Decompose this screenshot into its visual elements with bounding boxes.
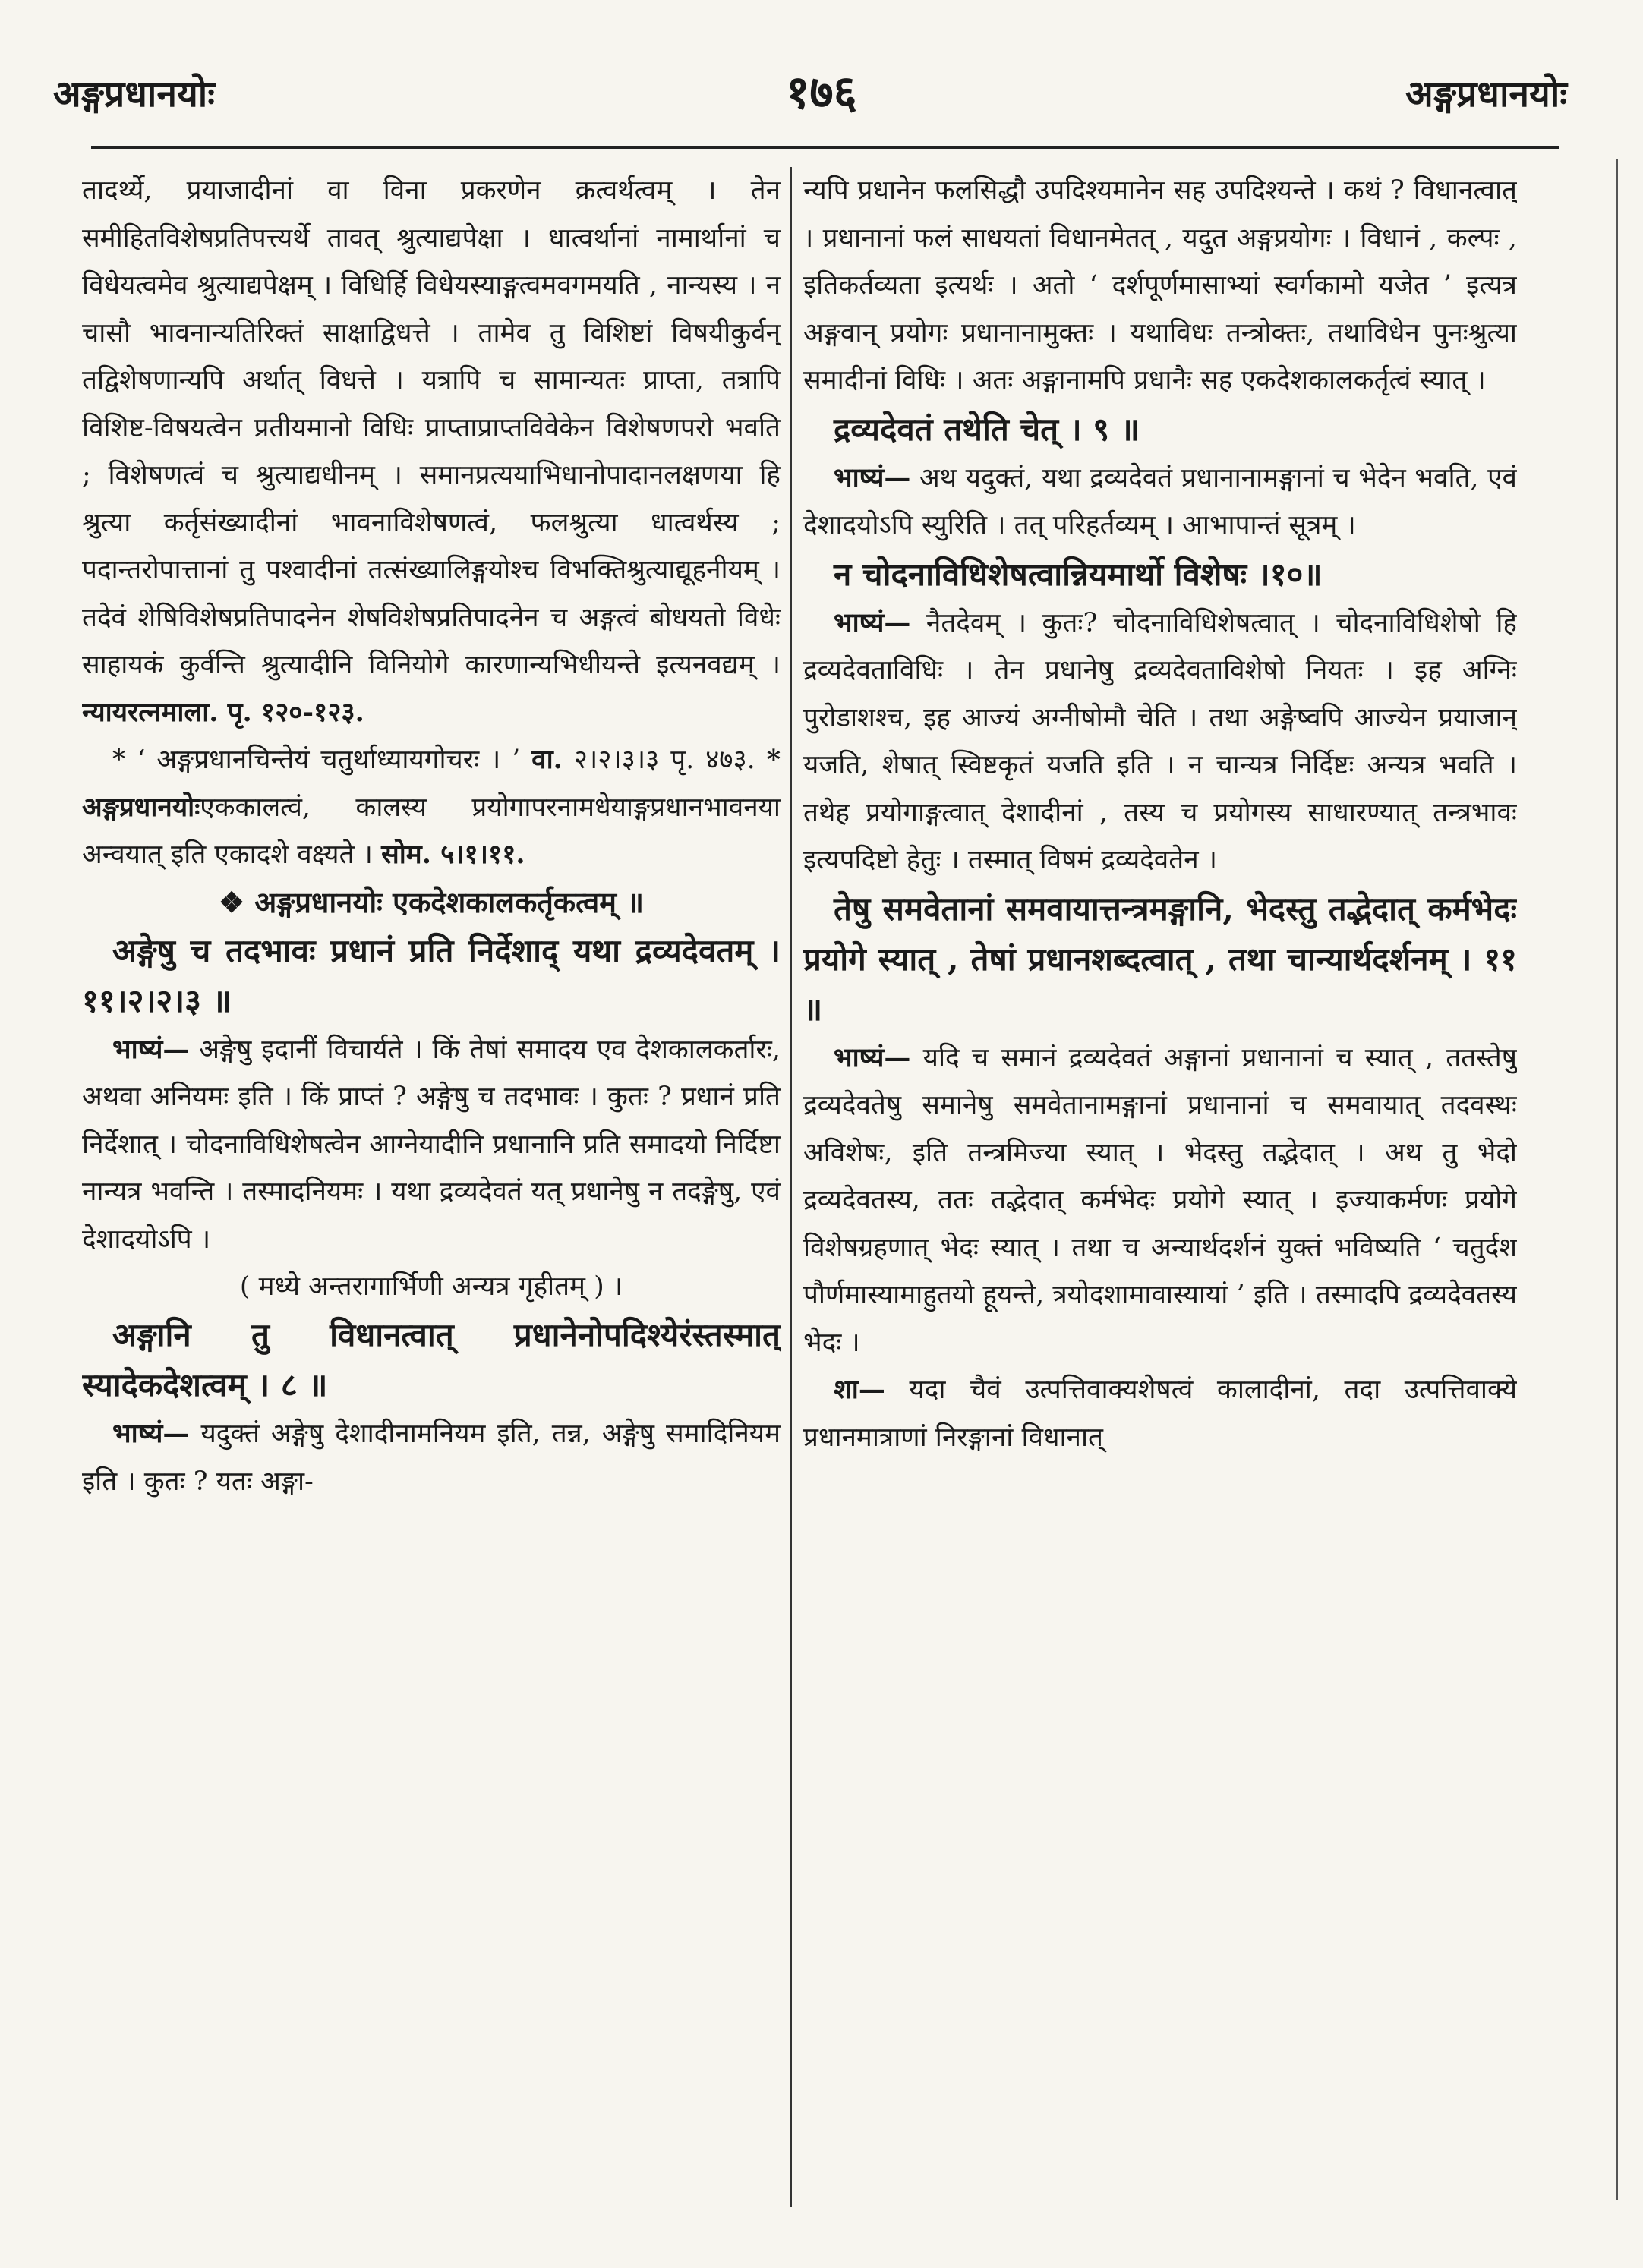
bhashya-4-label: भाष्यं— xyxy=(834,606,911,638)
bhashya-1-label: भाष्यं— xyxy=(112,1033,190,1065)
bhashya-2-label: भाष्यं— xyxy=(112,1418,190,1449)
topic-heading: ❖ अङ्गप्रधानयोः एकदेशकालकर्तृकत्वम् ॥ xyxy=(218,884,645,919)
sha-text: यदा चैवं उत्पत्तिवाक्यशेषत्वं कालादीनां, तदा उत्पत्तिवाक्ये प्रधानमात्राणां निरङ्गानां विधानात् xyxy=(803,1375,1517,1453)
sutra-1: अङ्गेषु च तदभावः प्रधानं प्रति निर्देशाद् यथा द्रव्यदेवतम् । ११।२।२।३ ॥ xyxy=(82,931,781,1019)
bhashya-5-label: भाष्यं— xyxy=(834,1041,911,1073)
bhashya-1-text: अङ्गेषु इदानीं विचार्यते । किं तेषां समादय एव देशकालकर्तारः, अथवा अनियमः इति । किं प्राप्तं ? अङ्गेषु च तदभावः । कुतः ? प्रधानं प्रति निर्देशात् । चोदनाविधिशेषत्वेन आग्नेयादीनि प्रधानानि प्रति समादयो निर्दिष्टा नान्यत्र भवन्ति । तस्मादनियमः । यथा द्रव्यदेवतं यत् प्रधानेषु न तदङ्गेषु, एवं देशादयोऽपि । xyxy=(82,1034,781,1255)
header-rule xyxy=(91,146,1559,149)
left-para-2c: एककालत्वं, कालस्य प्रयोगापरनामधेयाङ्गप्रधानभावनया अन्वयात् इति एकादशे वक्ष्यते । xyxy=(82,792,781,870)
bhashya-3 xyxy=(803,455,1517,550)
sha-label: शा— xyxy=(834,1374,885,1405)
left-ref-2: सोम. ५।१।११. xyxy=(381,839,525,870)
left-para-2c-bold: * अङ्गप्रधानयोः xyxy=(82,744,781,823)
running-head-right: अङ्गप्रधानयोः xyxy=(1405,73,1567,115)
left-para-2b: २।२।३।३ पृ. ४७३. xyxy=(573,745,755,775)
bracket-note: ( मध्ये अन्तरागार्भिणी अन्यत्र गृहीतम् ) । xyxy=(239,1271,623,1302)
bhashya-3-label: भाष्यं— xyxy=(834,461,911,493)
bhashya-4-text: नैतदेवम् । कुतः? चोदनाविधिशेषत्वात् । चोदनाविधिशेषो हि द्रव्यदेवताविधिः । तेन प्रधानेषु द्रव्यदेवताविशेषो नियतः । इह अग्निः पुरोडाशश्च, इह आज्यं अग्नीषोमौ चेति । तथा अङ्गेष्वपि आज्येन प्रयाजान् यजति, शेषात् स्विष्टकृतं यजति इति । न चान्यत्र निर्दिष्टः अन्यत्र भवति । तथेह प्रयोगाङ्गत्वात् देशादीनां , तस्य च प्रयोगस्य साधारण्यात् तन्त्रभावः इत्यपदिष्टो हेतुः । तस्मात् विषमं द्रव्यदेवतेन । xyxy=(803,607,1517,875)
sutra-3: द्रव्यदेवतं तथेति चेत् । ९ ॥ xyxy=(834,410,1140,448)
bhashya-1 xyxy=(82,1026,781,1264)
sutra-4: न चोदनाविधिशेषत्वान्नियमार्थो विशेषः ।१०॥ xyxy=(834,555,1323,593)
left-column xyxy=(82,167,781,2215)
right-column xyxy=(803,167,1517,2215)
bhashya-5 xyxy=(803,1035,1517,1367)
left-para-2a: * ‘ अङ्गप्रधानचिन्तेयं चतुर्थाध्यायगोचरः । ’ xyxy=(112,745,521,775)
topic-text: अङ्गप्रधानयोः एकदेशकालकर्तृकत्वम् ॥ xyxy=(254,884,645,919)
left-para-1 xyxy=(82,167,781,736)
bhashya-2 xyxy=(82,1410,781,1505)
left-para-2b-bold: वा. xyxy=(531,744,563,775)
bhashya-3-text: अथ यदुक्तं, यथा द्रव्यदेवतं प्रधानानामङ्गानां च भेदेन भवति, एवं देशादयोऽपि स्युरिति । तत् परिहर्तव्यम् । आभापान्तं सूत्रम् । xyxy=(803,462,1517,540)
bhashya-5-text: यदि च समानं द्रव्यदेवतं अङ्गानां प्रधानानां च स्यात् , ततस्तेषु द्रव्यदेवतेषु समानेषु समवेतानामङ्गानां प्रधानानां च समवायात् तदवस्थः अविशेषः, इति तन्त्रमिज्या स्यात् । भेदस्तु तद्भेदात् । अथ तु भेदो द्रव्यदेवतस्य, ततः तद्भेदात् कर्मभेदः प्रयोगे स्यात् । इज्याकर्मणः प्रयोगे विशेषग्रहणात् भेदः स्यात् । तथा च अन्यार्थदर्शनं युक्तं भविष्यति ‘ चतुर्दश पौर्णमास्यामाहुतयो हूयन्ते, त्रयोदशामावास्यायां ’ इति । तस्मादपि द्रव्यदेवतस्य भेदः । xyxy=(803,1042,1517,1358)
sutra-2: अङ्गानि तु विधानत्वात् प्रधानेनोपदिश्येरंस्तस्मात् स्यादेकदेशत्वम् । ८ ॥ xyxy=(82,1316,781,1403)
right-para-1: न्यपि प्रधानेन फलसिद्धौ उपदिश्यमानेन सह उपदिश्यन्ते । कथं ? विधानत्वात् । प्रधानानां फलं साधयतां विधानमेतत् , यदुत अङ्गप्रयोगः । विधानं , कल्पः , इतिकर्तव्यता इत्यर्थः । अतो ‘ दर्शपूर्णमासाभ्यां स्वर्गकामो यजेत ’ इत्यत्र अङ्गवान् प्रयोगः प्रधानानामुक्तः । यथाविधः तन्त्रोक्तः, तथाविधेन पुनःश्रुत्या समादीनां विधिः । अतः अङ्गानामपि प्रधानैः सह एकदेशकालकर्तृत्वं स्यात् । xyxy=(803,175,1517,395)
page-number: १७६ xyxy=(786,66,857,119)
sutra-5: तेषु समवेतानां समवायात्तन्त्रमङ्गानि, भेदस्तु तद्भेदात् कर्मभेदः प्रयोगे स्यात् , तेषां प्रधानशब्दत्वात् , तथा चान्यार्थदर्शनम् । ११ ॥ xyxy=(803,890,1517,1028)
column-divider xyxy=(790,167,792,2207)
page-edge-line xyxy=(1616,159,1618,2200)
left-ref-1: न्यायरत्नमाला. पृ. १२०-१२३. xyxy=(82,696,364,728)
bhashya-2-text: यदुक्तं अङ्गेषु देशादीनामनियम इति, तन्न, अङ्गेषु समादिनियम इति । कुतः ? यतः अङ्गा- xyxy=(82,1419,781,1497)
bhashya-4 xyxy=(803,600,1517,884)
page-header xyxy=(46,46,1597,137)
left-para-1-text: तादर्थ्ये, प्रयाजादीनां वा विना प्रकरणेन क्रत्वर्थत्वम् । तेन समीहितविशेषप्रतिपत्त्यर्थे तावत् श्रुत्याद्यपेक्षा । धात्वर्थानां नामार्थानां च विधेयत्वमेव श्रुत्याद्यपेक्षम् । विधिर्हि विधेयस्याङ्गत्वमवगमयति , नान्यस्य । न चासौ भावनान्यतिरिक्तं साक्षाद्विधत्ते । तामेव तु विशिष्टां विषयीकुर्वन् तद्विशेषणान्यपि अर्थात् विधत्ते । यत्रापि च सामान्यतः प्राप्ता, तत्रापि विशिष्ट-विषयत्वेन प्रतीयमानो विधिः प्राप्ताप्राप्तविवेकेन विशेषणपरो भवति ; विशेषणत्वं च श्रुत्याद्यधीनम् । समानप्रत्ययाभिधानोपादानलक्षणया हि श्रुत्या कर्तृसंख्यादीनां भावनाविशेषणत्वं, फलश्रुत्या धात्वर्थस्य ; पदान्तरोपात्तानां तु पश्वादीनां तत्संख्यालिङ्गयोश्च विभक्तिश्रुत्याद्यूहनीयम् । तदेवं शेषिविशेषप्रतिपादनेन शेषविशेषप्रतिपादनेन च अङ्गत्वं बोधयतो विधेः साहायकं कुर्वन्ति श्रुत्यादीनि विनियोगे कारणान्यभिधीयन्ते इत्यनवद्यम् । xyxy=(82,175,781,680)
running-head-left: अङ्गप्रधानयोः xyxy=(53,73,215,115)
left-para-2 xyxy=(82,736,781,879)
shastra-dipika xyxy=(803,1366,1517,1461)
